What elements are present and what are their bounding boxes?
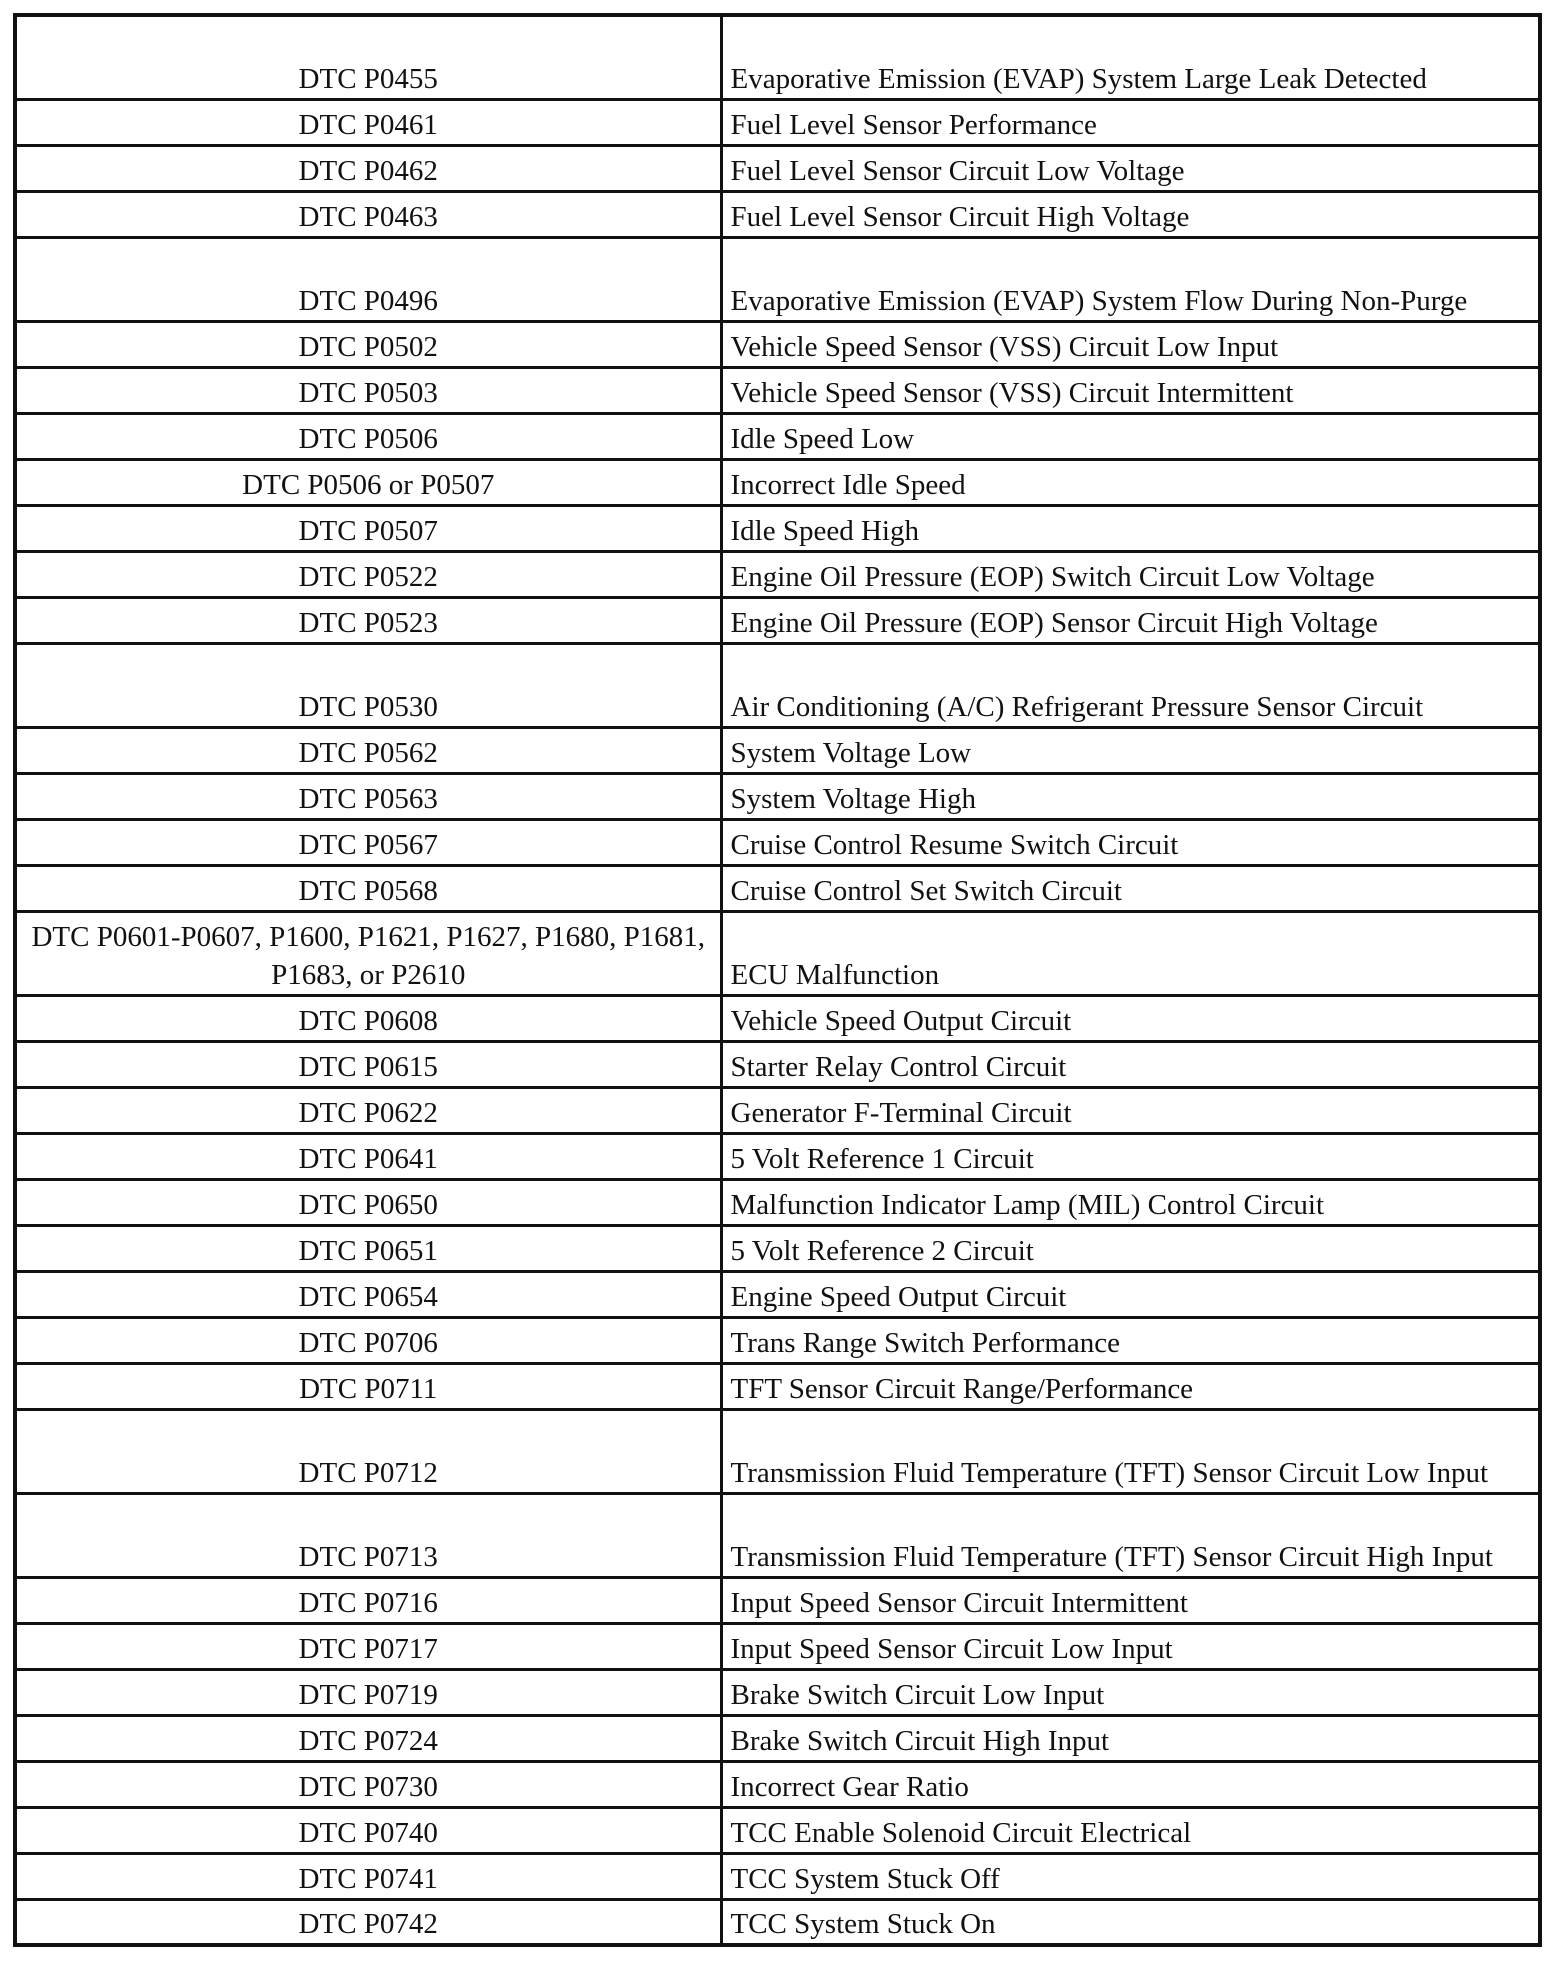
dtc-description-cell: Malfunction Indicator Lamp (MIL) Control Circuit xyxy=(721,1179,1540,1225)
table-row xyxy=(15,459,1540,505)
dtc-description-cell: Evaporative Emission (EVAP) System Flow During Non-Purge xyxy=(721,237,1540,321)
dtc-description-cell: Cruise Control Resume Switch Circuit xyxy=(721,819,1540,865)
table-row xyxy=(15,819,1540,865)
dtc-description-cell: Vehicle Speed Output Circuit xyxy=(721,995,1540,1041)
dtc-description-cell: Engine Oil Pressure (EOP) Switch Circuit Low Voltage xyxy=(721,551,1540,597)
table-row xyxy=(15,1317,1540,1363)
dtc-description-cell: TCC Enable Solenoid Circuit Electrical xyxy=(721,1807,1540,1853)
dtc-description-cell: 5 Volt Reference 1 Circuit xyxy=(721,1133,1540,1179)
dtc-description-cell: Input Speed Sensor Circuit Intermittent xyxy=(721,1577,1540,1623)
dtc-description-cell: Idle Speed High xyxy=(721,505,1540,551)
dtc-code-cell: DTC P0502 xyxy=(15,321,721,367)
table-row xyxy=(15,1623,1540,1669)
dtc-table xyxy=(13,13,1542,1947)
dtc-code-cell: DTC P0523 xyxy=(15,597,721,643)
dtc-code-cell: DTC P0507 xyxy=(15,505,721,551)
dtc-description-cell: Generator F-Terminal Circuit xyxy=(721,1087,1540,1133)
table-row xyxy=(15,505,1540,551)
dtc-description-cell: Cruise Control Set Switch Circuit xyxy=(721,865,1540,911)
dtc-description-cell: Trans Range Switch Performance xyxy=(721,1317,1540,1363)
table-row xyxy=(15,597,1540,643)
table-row xyxy=(15,727,1540,773)
table-row xyxy=(15,995,1540,1041)
table-row xyxy=(15,1133,1540,1179)
table-row xyxy=(15,321,1540,367)
table-row xyxy=(15,1363,1540,1409)
dtc-code-cell: DTC P0568 xyxy=(15,865,721,911)
dtc-description-cell: Brake Switch Circuit Low Input xyxy=(721,1669,1540,1715)
dtc-code-cell: DTC P0503 xyxy=(15,367,721,413)
dtc-code-cell: DTC P0716 xyxy=(15,1577,721,1623)
dtc-description-cell: Vehicle Speed Sensor (VSS) Circuit Intermittent xyxy=(721,367,1540,413)
dtc-code-cell: DTC P0741 xyxy=(15,1853,721,1899)
table-row xyxy=(15,191,1540,237)
table-row xyxy=(15,1041,1540,1087)
dtc-code-cell: DTC P0506 xyxy=(15,413,721,459)
table-row xyxy=(15,773,1540,819)
table-row xyxy=(15,1577,1540,1623)
table-row xyxy=(15,1225,1540,1271)
dtc-description-cell: Transmission Fluid Temperature (TFT) Sensor Circuit High Input xyxy=(721,1493,1540,1577)
dtc-code-cell: DTC P0717 xyxy=(15,1623,721,1669)
dtc-code-cell: DTC P0713 xyxy=(15,1493,721,1577)
table-row xyxy=(15,1271,1540,1317)
dtc-code-cell: DTC P0712 xyxy=(15,1409,721,1493)
dtc-code-cell: DTC P0522 xyxy=(15,551,721,597)
dtc-description-cell: Brake Switch Circuit High Input xyxy=(721,1715,1540,1761)
dtc-code-cell: DTC P0651 xyxy=(15,1225,721,1271)
dtc-code-cell: DTC P0567 xyxy=(15,819,721,865)
dtc-code-cell: DTC P0742 xyxy=(15,1899,721,1945)
dtc-code-cell: DTC P0615 xyxy=(15,1041,721,1087)
dtc-code-cell: DTC P0601-P0607, P1600, P1621, P1627, P1680, P1681, P1683, or P2610 xyxy=(15,911,721,995)
table-row xyxy=(15,1087,1540,1133)
dtc-description-cell: System Voltage High xyxy=(721,773,1540,819)
dtc-description-cell: 5 Volt Reference 2 Circuit xyxy=(721,1225,1540,1271)
dtc-code-cell: DTC P0506 or P0507 xyxy=(15,459,721,505)
dtc-description-cell: TCC System Stuck On xyxy=(721,1899,1540,1945)
dtc-description-cell: TCC System Stuck Off xyxy=(721,1853,1540,1899)
dtc-description-cell: Incorrect Gear Ratio xyxy=(721,1761,1540,1807)
dtc-description-cell: TFT Sensor Circuit Range/Performance xyxy=(721,1363,1540,1409)
dtc-description-cell: Engine Speed Output Circuit xyxy=(721,1271,1540,1317)
dtc-code-cell: DTC P0455 xyxy=(15,15,721,99)
table-row xyxy=(15,1807,1540,1853)
table-row xyxy=(15,911,1540,995)
dtc-code-cell: DTC P0622 xyxy=(15,1087,721,1133)
dtc-code-cell: DTC P0654 xyxy=(15,1271,721,1317)
dtc-description-cell: Fuel Level Sensor Performance xyxy=(721,99,1540,145)
dtc-code-cell: DTC P0719 xyxy=(15,1669,721,1715)
table-row xyxy=(15,367,1540,413)
dtc-code-cell: DTC P0608 xyxy=(15,995,721,1041)
table-row xyxy=(15,551,1540,597)
table-row xyxy=(15,15,1540,99)
dtc-code-cell: DTC P0530 xyxy=(15,643,721,727)
dtc-description-cell: ECU Malfunction xyxy=(721,911,1540,995)
table-row xyxy=(15,1409,1540,1493)
dtc-description-cell: Transmission Fluid Temperature (TFT) Sensor Circuit Low Input xyxy=(721,1409,1540,1493)
table-row xyxy=(15,865,1540,911)
table-row xyxy=(15,99,1540,145)
table-row xyxy=(15,145,1540,191)
table-row xyxy=(15,1899,1540,1945)
table-row xyxy=(15,1669,1540,1715)
dtc-code-cell: DTC P0730 xyxy=(15,1761,721,1807)
dtc-code-cell: DTC P0641 xyxy=(15,1133,721,1179)
table-row xyxy=(15,1853,1540,1899)
table-row xyxy=(15,643,1540,727)
dtc-code-cell: DTC P0496 xyxy=(15,237,721,321)
dtc-table-body xyxy=(15,15,1540,1945)
dtc-description-cell: System Voltage Low xyxy=(721,727,1540,773)
dtc-description-cell: Idle Speed Low xyxy=(721,413,1540,459)
dtc-code-cell: DTC P0740 xyxy=(15,1807,721,1853)
table-row xyxy=(15,1715,1540,1761)
dtc-code-cell: DTC P0706 xyxy=(15,1317,721,1363)
dtc-description-cell: Engine Oil Pressure (EOP) Sensor Circuit High Voltage xyxy=(721,597,1540,643)
dtc-description-cell: Vehicle Speed Sensor (VSS) Circuit Low Input xyxy=(721,321,1540,367)
dtc-code-cell: DTC P0463 xyxy=(15,191,721,237)
dtc-code-cell: DTC P0461 xyxy=(15,99,721,145)
table-row xyxy=(15,237,1540,321)
dtc-code-cell: DTC P0563 xyxy=(15,773,721,819)
table-row xyxy=(15,1179,1540,1225)
dtc-description-cell: Incorrect Idle Speed xyxy=(721,459,1540,505)
dtc-description-cell: Evaporative Emission (EVAP) System Large Leak Detected xyxy=(721,15,1540,99)
dtc-code-cell: DTC P0562 xyxy=(15,727,721,773)
dtc-description-cell: Air Conditioning (A/C) Refrigerant Pressure Sensor Circuit xyxy=(721,643,1540,727)
table-row xyxy=(15,413,1540,459)
dtc-description-cell: Starter Relay Control Circuit xyxy=(721,1041,1540,1087)
table-row xyxy=(15,1761,1540,1807)
dtc-description-cell: Input Speed Sensor Circuit Low Input xyxy=(721,1623,1540,1669)
dtc-code-cell: DTC P0724 xyxy=(15,1715,721,1761)
dtc-description-cell: Fuel Level Sensor Circuit High Voltage xyxy=(721,191,1540,237)
table-row xyxy=(15,1493,1540,1577)
dtc-code-cell: DTC P0462 xyxy=(15,145,721,191)
dtc-description-cell: Fuel Level Sensor Circuit Low Voltage xyxy=(721,145,1540,191)
dtc-code-cell: DTC P0650 xyxy=(15,1179,721,1225)
dtc-code-cell: DTC P0711 xyxy=(15,1363,721,1409)
